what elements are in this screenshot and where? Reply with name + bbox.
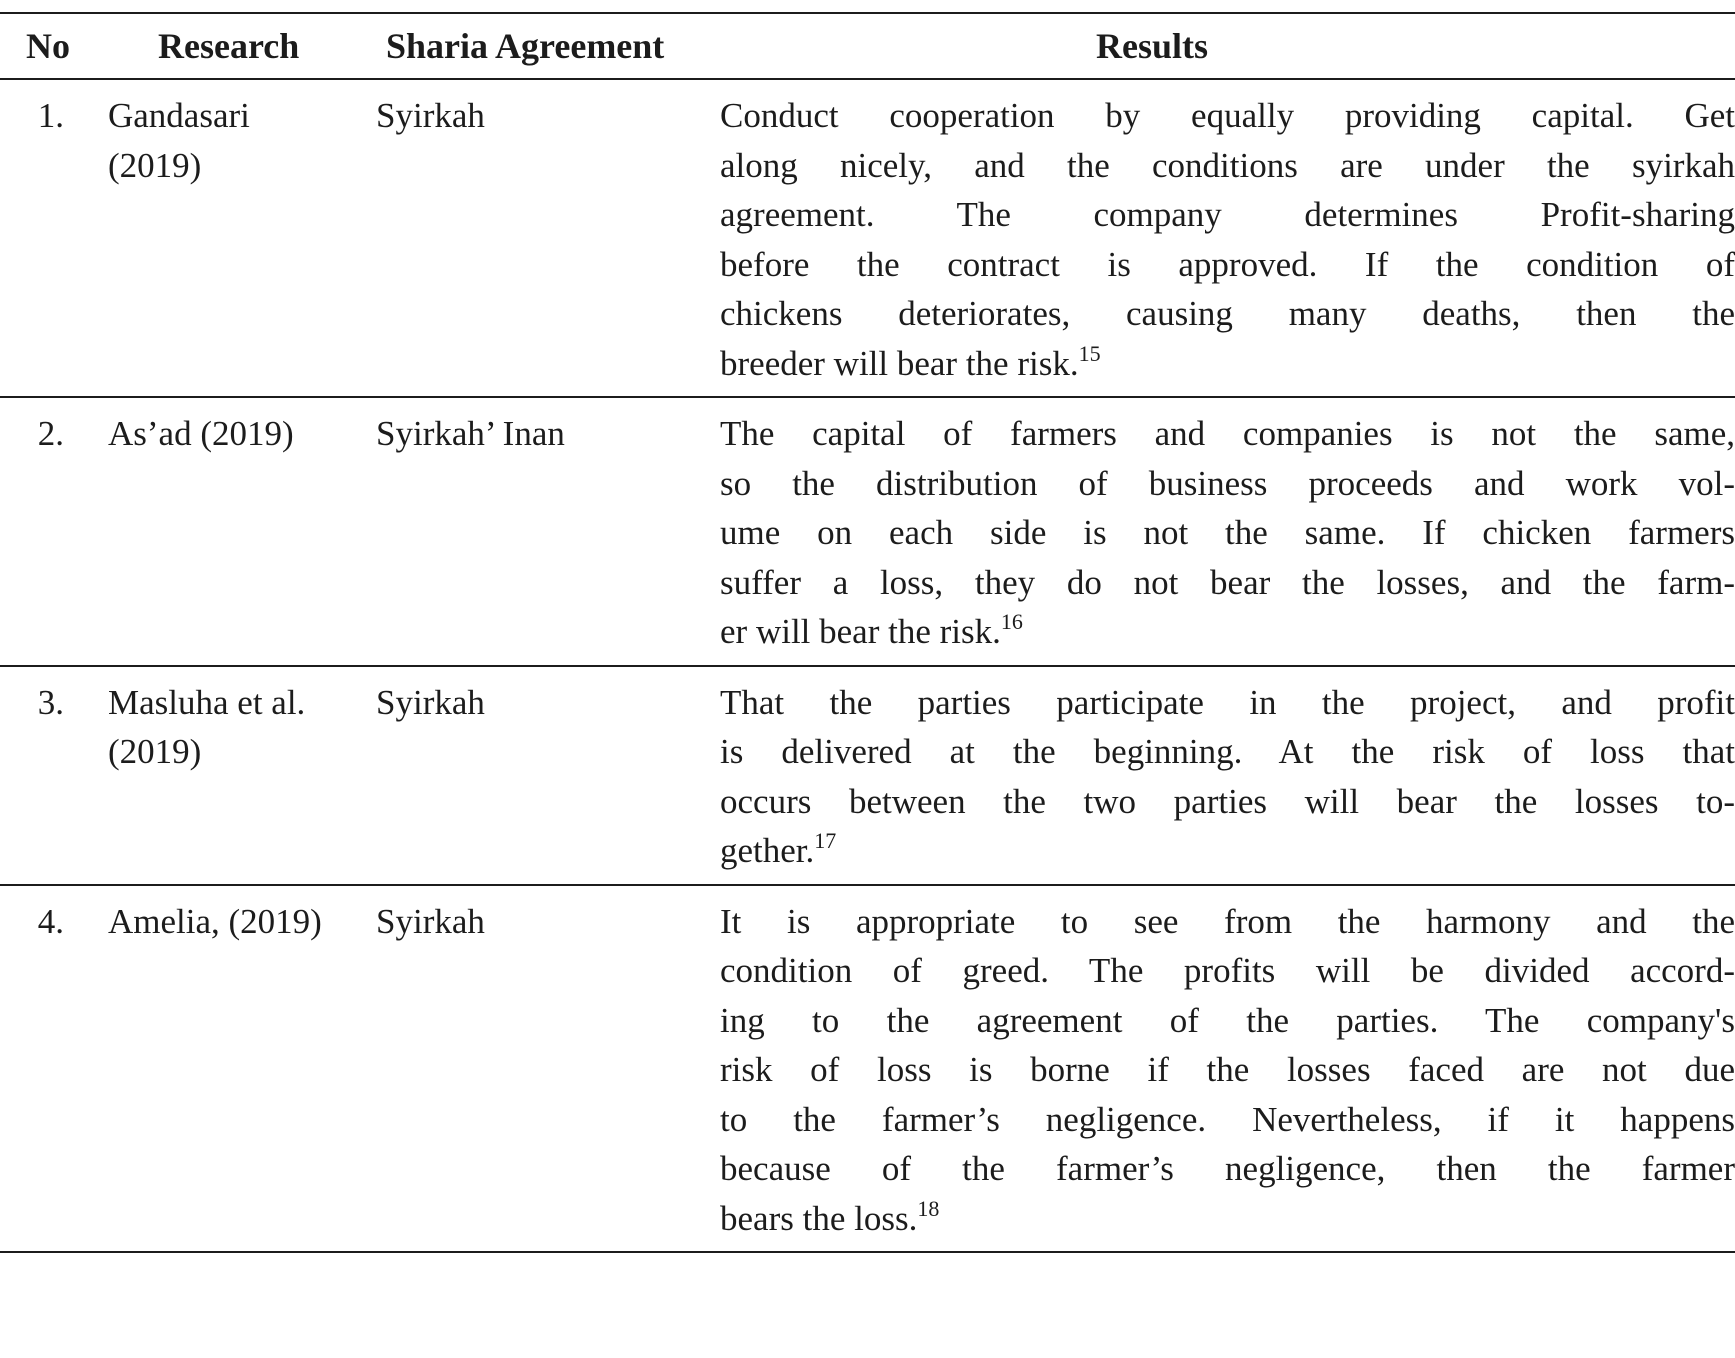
research-cell	[108, 79, 376, 397]
result-line: because of the farmer’s negligence, then the farmer	[720, 1149, 1735, 1188]
footnote-ref[interactable]: 15	[1078, 340, 1101, 366]
research-line: (2019)	[108, 145, 202, 185]
agreement-cell: Syirkah’ Inan	[376, 414, 565, 453]
table-body	[0, 79, 1735, 1252]
results-cell	[720, 397, 1735, 666]
research-line: (2019)	[108, 732, 202, 771]
result-line-last	[720, 1194, 1735, 1244]
table-header	[0, 13, 1735, 79]
table-row	[0, 397, 1735, 666]
result-line: agreement. The company determines Profit-sharing	[720, 195, 1735, 234]
research-cell	[108, 397, 376, 666]
result-text: breeder will bear the risk.	[720, 343, 1079, 383]
result-line: That the parties participate in the project, and profit	[720, 682, 1735, 722]
result-line: is delivered at the beginning. At the risk of loss that	[720, 732, 1735, 771]
research-line: Amelia, (2019)	[108, 901, 322, 941]
research-comparison-table	[0, 12, 1735, 1253]
row-number: 1.	[37, 96, 64, 135]
table-row	[0, 885, 1735, 1253]
result-line: before the contract is approved. If the condition of	[720, 244, 1735, 284]
research-line: As’ad (2019)	[108, 414, 294, 453]
header-no: No	[26, 26, 70, 66]
row-number: 2.	[37, 414, 64, 453]
result-line-last	[720, 339, 1735, 389]
footnote-ref[interactable]: 17	[814, 828, 837, 853]
row-number: 4.	[37, 901, 64, 941]
research-table-container	[0, 12, 1735, 1253]
row-number: 3.	[37, 682, 64, 722]
result-line: so the distribution of business proceeds and work vol-	[720, 463, 1735, 503]
result-line: condition of greed. The profits will be divided accord-	[720, 951, 1735, 990]
research-cell	[108, 666, 376, 885]
results-cell	[720, 885, 1735, 1253]
result-line: along nicely, and the conditions are under the syirkah	[720, 145, 1735, 185]
result-line: Conduct cooperation by equally providing capital. Get	[720, 96, 1735, 135]
result-line: suffer a loss, they do not bear the losses, and the farm-	[720, 562, 1735, 602]
result-line: ume on each side is not the same. If chicken farmers	[720, 513, 1735, 552]
result-line-last	[720, 607, 1735, 657]
footnote-ref[interactable]: 16	[1000, 609, 1023, 634]
agreement-cell: Syirkah	[376, 96, 485, 135]
footnote-ref[interactable]: 18	[917, 1195, 940, 1221]
result-line: The capital of farmers and companies is not the same,	[720, 414, 1735, 453]
agreement-cell: Syirkah	[376, 682, 485, 722]
result-line: ing to the agreement of the parties. The company's	[720, 1000, 1735, 1040]
result-line: to the farmer’s negligence. Nevertheless, if it happens	[720, 1099, 1735, 1139]
header-sharia-agreement: Sharia Agreement	[386, 26, 665, 66]
result-line: chickens deteriorates, causing many deaths, then the	[720, 294, 1735, 333]
result-text: er will bear the risk.	[720, 612, 1001, 651]
result-line: occurs between the two parties will bear the losses to-	[720, 781, 1735, 821]
result-line: risk of loss is borne if the losses faced are not due	[720, 1050, 1735, 1089]
result-line: It is appropriate to see from the harmony and the	[720, 901, 1735, 941]
research-line: Gandasari	[108, 96, 250, 135]
result-line-last	[720, 826, 1735, 876]
research-line: Masluha et al.	[108, 682, 306, 722]
header-research: Research	[158, 26, 300, 66]
table-row	[0, 666, 1735, 885]
header-row	[0, 13, 1735, 79]
table-row	[0, 79, 1735, 397]
result-text: bears the loss.	[720, 1198, 918, 1238]
research-cell	[108, 885, 376, 1253]
agreement-cell: Syirkah	[376, 901, 485, 941]
results-cell	[720, 79, 1735, 397]
header-results: Results	[1096, 26, 1209, 66]
result-text: gether.	[720, 831, 815, 870]
results-cell	[720, 666, 1735, 885]
